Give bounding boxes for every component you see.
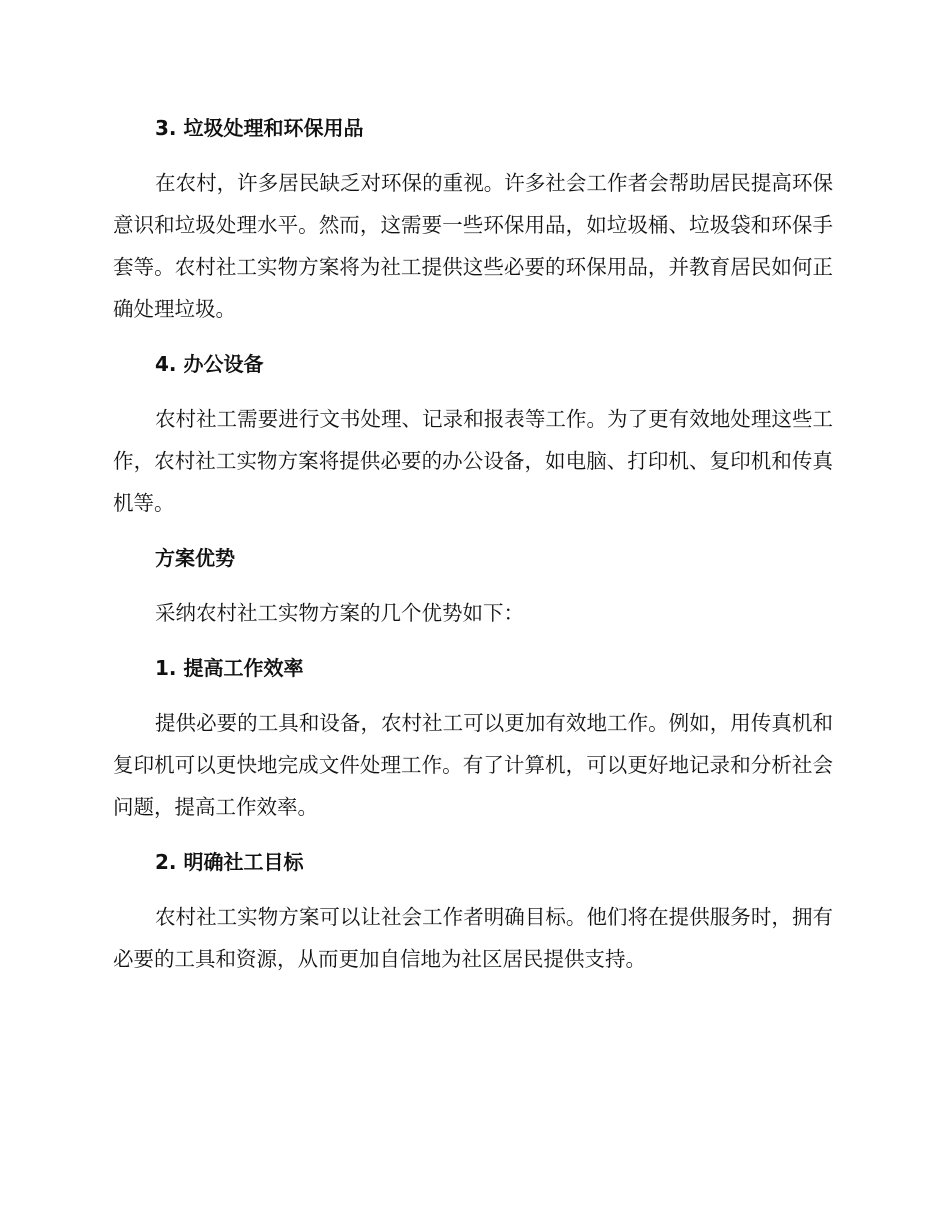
section-heading-waste: 3. 垃圾处理和环保用品 (155, 116, 364, 140)
paragraph-efficiency: 提供必要的工具和设备，农村社工可以更加有效地工作。例如，用传真机和复印机可以更快地完成文件处理工作。有了计算机，可以更好地记录和分析社会问题，提高工作效率。 (113, 711, 833, 819)
section-heading-advantages: 方案优势 (155, 546, 235, 570)
paragraph-waste: 在农村，许多居民缺乏对环保的重视。许多社会工作者会帮助居民提高环保意识和垃圾处理水平。然而，这需要一些环保用品，如垃圾桶、垃圾袋和环保手套等。农村社工实物方案将为社工提供这些必要的环保用品，并教育居民如何正确处理垃圾。 (113, 171, 833, 321)
section-heading-office: 4. 办公设备 (155, 352, 264, 376)
paragraph-goals: 农村社工实物方案可以让社会工作者明确目标。他们将在提供服务时，拥有必要的工具和资源，从而更加自信地为社区居民提供支持。 (113, 905, 833, 971)
section-heading-goals: 2. 明确社工目标 (155, 850, 304, 874)
section-heading-efficiency: 1. 提高工作效率 (155, 656, 304, 680)
paragraph-advantages-intro: 采纳农村社工实物方案的几个优势如下： (155, 601, 524, 625)
document-content (113, 112, 833, 980)
paragraph-office: 农村社工需要进行文书处理、记录和报表等工作。为了更有效地处理这些工作，农村社工实物方案将提供必要的办公设备，如电脑、打印机、复印机和传真机等。 (113, 407, 833, 515)
